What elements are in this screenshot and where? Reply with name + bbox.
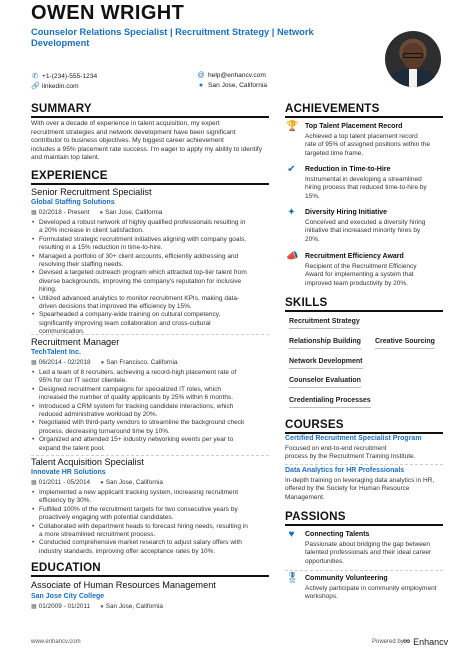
experience-heading: EXPERIENCE [31,169,108,182]
achievements-heading: ACHIEVEMENTS [285,102,380,115]
list-item: • Implemented a new applicant tracking system, increasing recruitment efficiency by 30%. [31,489,271,506]
list-item: • Introduced a CRM system for tracking candidate interactions, which reduced administrative workload by 20%. [31,403,271,420]
phone-contact [31,72,97,80]
phone-text: +1-(234)-555-1234 [42,72,98,80]
education-divider [31,575,269,577]
list-item: • Managed a portfolio of 30+ client accounts, efficiently addressing and resolving their staffing needs. [31,253,271,270]
list-item: • Designed recruitment campaigns for specialized IT roles, which increased the number of quality applicants by 25% within 6 months. [31,386,271,403]
email-text[interactable]: help@enhancv.com [208,72,266,79]
location-text: San Jose, California [208,82,268,89]
brand-name: Enhancv [413,636,449,647]
skill-tag: Creative Sourcing [375,338,435,349]
location-pin-icon: ● [100,604,104,610]
list-item: • Devised a targeted outreach program which attracted top-tier talent from diverse backgrounds, improving the company's reputation for inclusive hiring. [31,269,271,294]
list-item: • Conducted comprehensive market research to adjust salary offers with industry standards, improving offer acceptance rates by 10%. [31,539,271,556]
achievements-divider [285,116,443,118]
trophy-icon: 🏆 [286,121,299,132]
course-desc: Focused on end-to-end recruitment process by the Recruitment Training Institute. [285,445,416,461]
candidate-name: OWEN WRIGHT [31,2,185,24]
skills-heading: SKILLS [285,296,328,309]
at-icon: @ [197,72,205,79]
linkedin-contact[interactable] [31,82,79,90]
job-title: Talent Acquisition Specialist [31,457,144,467]
megaphone-icon: 📣 [286,251,299,262]
school-name: San Jose City College [31,593,105,600]
skills-divider [285,310,443,312]
check-icon: ✔ [287,164,296,175]
heart-icon: ♥ [288,529,295,540]
achievement-title: Top Talent Placement Record [305,123,403,130]
course-desc: In-depth training on leveraging data analytics in HR, offered by the Society for Human Resource Management. [285,477,435,501]
course-separator [285,464,443,465]
job-title: Senior Recruitment Specialist [31,187,152,197]
education-meta: ▦ 01/2009 - 01/2011 ● San Jose, California [31,603,163,610]
profile-photo [385,31,441,87]
link-icon: 🔗 [31,83,40,90]
achievement-desc: Instrumental in developing a streamlined hiring process that reduced time-to-hire by 15%. [305,176,427,200]
passions-heading: PASSIONS [285,510,346,523]
passions-divider [285,524,443,526]
job-separator [31,334,269,335]
achievement-desc: Conceived and executed a diversity hiring initiative that increased minority hires by 20%. [305,219,426,243]
passion-title: Community Volunteering [305,575,388,582]
location-contact [197,82,267,89]
job-bullets [31,489,271,556]
footer-powered-by: Powered by [372,639,404,645]
skill-tag: Recruitment Strategy [289,318,360,329]
calendar-icon: ▦ [31,360,37,366]
enhancv-logo [403,636,448,647]
email-contact[interactable] [197,72,266,79]
courses-heading: COURSES [285,418,344,431]
course-title: Data Analytics for HR Professionals [285,467,405,474]
education-heading: EDUCATION [31,561,101,574]
passion-title: Connecting Talents [305,531,370,538]
achievement-title: Recruitment Efficiency Award [305,253,404,260]
passion-desc: Passionate about bridging the gap between talented professionals and their ideal career opportunities. [305,541,432,565]
company-name: Global Staffing Solutions [31,199,115,206]
list-item: • Collaborated with department heads to forecast hiring needs, resulting in a more streamlined recruitment process. [31,523,271,540]
passion-desc: Actively participate in community employment workshops. [305,585,437,601]
list-item: • Formulated strategic recruitment initiatives aligning with company goals, resulting in a 15% reduction in time-to-hire. [31,236,271,253]
location-pin-icon: ● [99,210,104,216]
summary-text: With over a decade of experience in talent acquisition, my expert recruitment strategies and network development have been significant contributor to business objectives. My biggest career achievement includes a 95% placement rate success. I'm eager to apply my ability to identify and maintain top talent. [31,120,263,161]
job-bullets [31,219,271,337]
job-bullets [31,369,271,453]
company-name: TechTalent Inc. [31,349,81,356]
passion-separator [285,570,443,571]
list-item: • Spearheaded a company-wide training on cultural competency, significantly improving team collaboration and cross-cultural communication. [31,311,271,336]
enhancv-mark-icon: ∞ [403,636,411,647]
achievement-title: Diversity Hiring Initiative [305,209,388,216]
candidate-headline: Counselor Relations Specialist | Recruitment Strategy | Network Development [31,27,314,48]
skill-tag: Credentialing Processes [289,397,371,408]
job-meta: ▦ 01/2011 - 05/2014 ● San Jose, California [31,479,163,486]
medal-icon: 🎖 [286,573,299,584]
experience-divider [31,183,269,185]
skill-tag: Counselor Evaluation [289,377,361,388]
list-item: • Developed a robust network of highly qualified professionals resulting in a 20% increase in client satisfaction. [31,219,271,236]
job-title: Recruitment Manager [31,337,120,347]
list-item: • Led a team of 8 recruiters, achieving a record-high placement rate of 95% for our IT sector clientele. [31,369,271,386]
list-item: • Negotiated with third-party vendors to streamline the background check process, decreasing turnaround time by 10%. [31,419,271,436]
summary-heading: SUMMARY [31,102,92,115]
job-separator [31,455,269,456]
footer-website[interactable]: www.enhancv.com [31,639,81,645]
achievement-desc: Achieved a top talent placement record rate of 95% of assigned positions within the targeted time frame. [305,133,431,157]
achievement-desc: Recipient of the Recruitment Efficiency Award for implementing a system that improved team productivity by 20%. [305,263,417,287]
linkedin-text[interactable]: linkedin.com [42,82,79,90]
location-pin-icon: ● [100,480,104,486]
calendar-icon: ▦ [31,480,37,486]
job-meta: ▦ 06/2014 - 02/2018 ● San Francisco, California [31,359,178,366]
degree-title: Associate of Human Resources Management [31,580,216,590]
location-pin-icon: ● [100,360,105,366]
job-meta: ▦ 02/2018 - Present ● San Jose, California [31,209,163,216]
company-name: Innovate HR Solutions [31,469,106,476]
list-item: • Fulfilled 100% of the recruitment targets for two consecutive years by proactively engaging with potential candidates. [31,506,271,523]
location-pin-icon: ● [198,82,204,89]
skill-tag: Network Development [289,358,363,369]
courses-divider [285,432,443,434]
course-title: Certified Recruitment Specialist Program [285,435,422,442]
skill-tag: Relationship Building [289,338,361,349]
calendar-icon: ▦ [31,210,37,216]
achievement-title: Reduction in Time-to-Hire [305,166,391,173]
phone-icon: ✆ [32,73,38,80]
list-item: • Utilized advanced analytics to monitor recruitment KPIs, making data- driven decisions that improved the efficiency by 15%. [31,295,271,312]
summary-divider [31,116,269,118]
wand-icon: ✦ [287,207,296,218]
calendar-icon: ▦ [31,604,37,610]
list-item: • Organized and attended 15+ industry networking events per year to expand the talent pool. [31,436,271,453]
